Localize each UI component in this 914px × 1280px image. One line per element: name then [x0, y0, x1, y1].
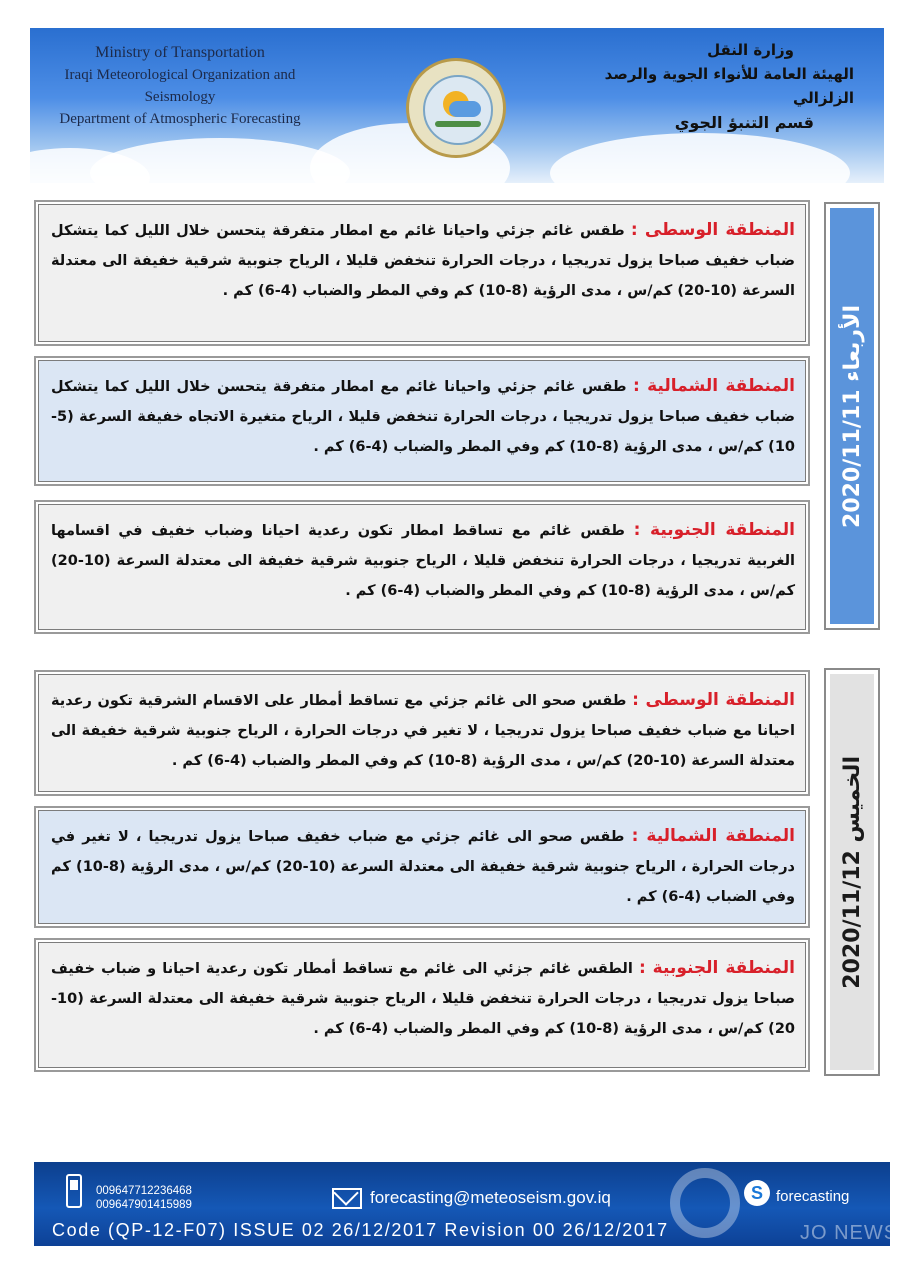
phone-number: 009647901415989: [96, 1199, 192, 1211]
phone-number: 009647712236468: [96, 1185, 192, 1197]
region-name: المنطقة الشمالية :: [631, 826, 795, 846]
phone-numbers: [96, 1184, 192, 1212]
organization-logo: [406, 58, 506, 158]
region-name: المنطقة الوسطى :: [630, 220, 795, 240]
forecast-box-central: [34, 200, 810, 346]
mail-icon: [332, 1188, 362, 1209]
forecast-box-north: [34, 356, 810, 486]
watermark-ring-icon: [670, 1168, 740, 1238]
forecast-description: طقس غائم مع تساقط امطار تكون رعدية احيانا وضباب خفيف في اقسامها الغربية تدريجيا ، درجات الحرارة تنخفض قليلا ، الرياح جنوبية شرقية خفيفة الى معتدلة السرعة (10-20) كم/س ، مدى الرؤية (8-10) كم وفي المطر والضباب (4-6) كم .: [51, 523, 795, 599]
logo-emblem: [423, 75, 493, 145]
contact-footer: [34, 1162, 890, 1246]
day-date-label: الأربعاء 2020/11/11: [839, 304, 865, 528]
header-english: [30, 42, 330, 130]
day-date-bar: [824, 668, 880, 1076]
ministry-name-ar: وزارة النقل: [707, 41, 794, 59]
email-address[interactable]: forecasting@meteoseism.gov.iq: [370, 1188, 611, 1207]
day-date-label: الخميس 2020/11/12: [839, 755, 865, 989]
organization-name-en: Iraqi Meteorological Organization and Seismology: [64, 67, 296, 105]
forecast-description: طقس صحو الى غائم جزئي مع تساقط أمطار على الاقسام الشرقية تكون رعدية احيانا مع ضباب خفيف صباحا يزول تدريجيا ، لا تغير في درجات الحرارة ، الرياح جنوبية شرقية خفيفة الى معتدلة السرعة (10-20) كم/س ، مدى الرؤية (8-10) كم وفي المطر والضباب (4-6) كم .: [51, 693, 795, 769]
forecast-text: [38, 674, 806, 792]
organization-name-ar: الهيئة العامة للأنواء الجوية والرصد الزلزالي: [604, 65, 854, 107]
region-name: المنطقة الوسطى :: [632, 690, 795, 710]
skype-handle[interactable]: forecasting: [776, 1188, 850, 1205]
department-name-ar: قسم التنبؤ الجوي: [674, 113, 814, 132]
forecast-box-south: [34, 938, 810, 1072]
forecast-description: طقس غائم جزئي واحيانا غائم مع امطار متفرقة يتحسن خلال الليل كما يتشكل ضباب خفيف صباحا يزول تدريجيا ، درجات الحرارة تنخفض قليلا ، الرياح جنوبية شرقية خفيفة الى معتدلة السرعة (10-20) كم/س ، مدى الرؤية (8-10) كم وفي المطر والضباب (4-6) كم .: [51, 223, 795, 299]
forecast-text: [38, 360, 806, 482]
forecast-text: [38, 942, 806, 1068]
watermark-text: JO NEWS: [800, 1222, 899, 1244]
forecast-box-central: [34, 670, 810, 796]
region-name: المنطقة الشمالية :: [633, 376, 795, 396]
forecast-text: [38, 504, 806, 630]
forecast-description: الطقس غائم جزئي الى غائم مع تساقط أمطار تكون رعدية احيانا و ضباب خفيف صباحا يزول تدريجيا ، درجات الحرارة تنخفض قليلا ، الرياح جنوبية شرقية خفيفة الى معتدلة السرعة (10-20) كم/س ، مدى الرؤية (8-10) كم وفي المطر والضباب (4-6) كم .: [51, 961, 795, 1037]
ground-icon: [435, 121, 481, 127]
forecast-box-north: [34, 806, 810, 928]
region-name: المنطقة الجنوبية :: [633, 520, 795, 540]
header-arabic: [554, 38, 854, 136]
cloud-icon: [449, 101, 481, 117]
forecast-text: [38, 204, 806, 342]
document-code: Code (QP-12-F07) ISSUE 02 26/12/2017 Revision 00 26/12/2017: [52, 1220, 669, 1240]
region-name: المنطقة الجنوبية :: [638, 958, 795, 978]
cloud-shape: [550, 133, 850, 183]
department-name-en: Department of Atmospheric Forecasting: [59, 111, 301, 127]
day-date-bar: [824, 202, 880, 630]
forecast-box-south: [34, 500, 810, 634]
ministry-name-en: Ministry of Transportation: [95, 44, 265, 61]
skype-icon: S: [744, 1180, 770, 1206]
forecast-description: طقس غائم جزئي واحيانا غائم مع امطار متفرقة يتحسن خلال الليل كما يتشكل ضباب خفيف صباحا يزول تدريجيا ، درجات الحرارة تنخفض قليلا ، الرياح متغيرة الاتجاه خفيفة السرعة (5-10) كم/س ، مدى الرؤية (8-10) كم وفي المطر والضباب (4-6) كم .: [51, 379, 795, 455]
phone-icon: [66, 1174, 82, 1208]
forecast-description: طقس صحو الى غائم جزئي مع ضباب خفيف صباحا يزول تدريجيا ، لا تغير في درجات الحرارة ، الرياح جنوبية شرقية خفيفة الى معتدلة السرعة (10-20) كم/س ، مدى الرؤية (8-10) كم وفي الضباب (4-6) كم .: [51, 829, 795, 905]
letterhead-banner: [30, 28, 884, 183]
forecast-text: [38, 810, 806, 924]
